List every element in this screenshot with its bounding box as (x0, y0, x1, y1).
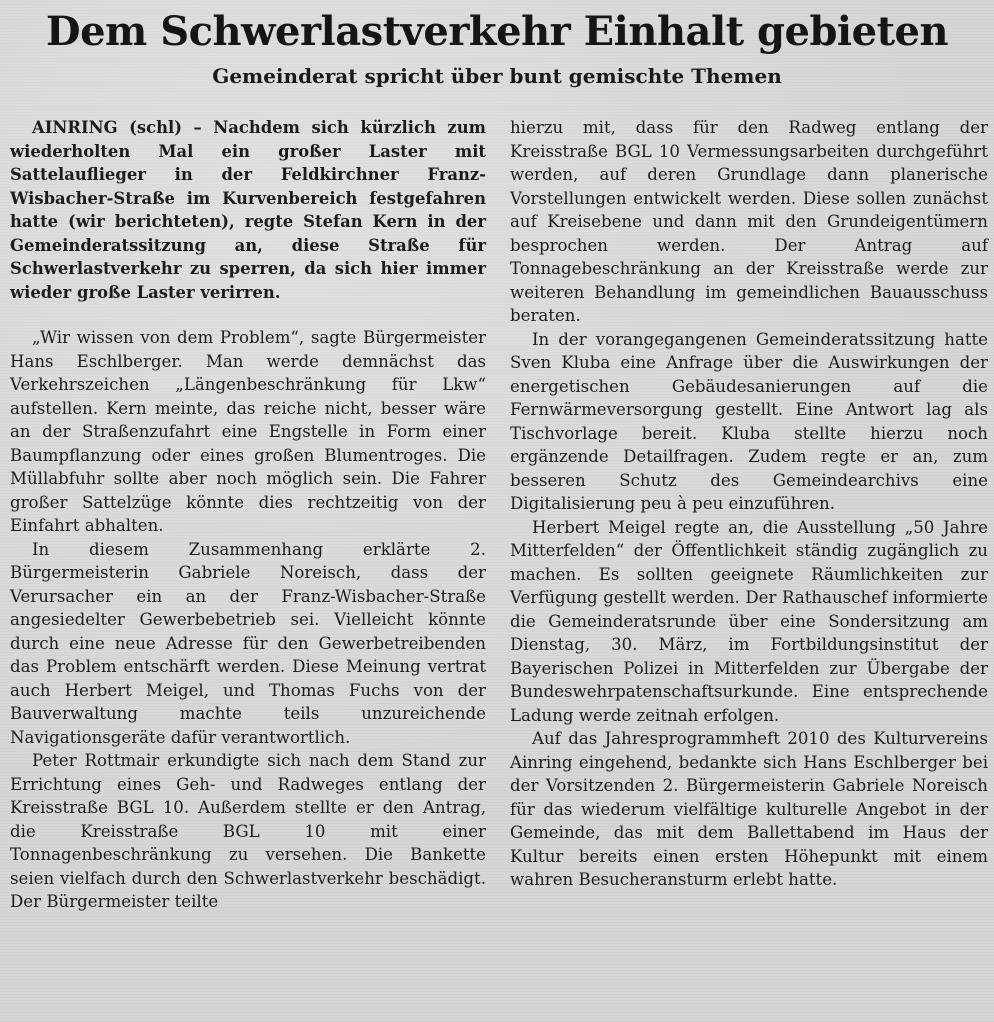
column-right (510, 116, 988, 892)
body-paragraph: Auf das Jahresprogrammheft 2010 des Kulturvereins Ainring eingehend, bedankte sich Hans Eschlberger bei der Vorsitzenden 2. Bürgermeisterin Gabriele Noreisch für das wiederum vielfältige kulturelle Angebot in der Gemeinde, das mit dem Ballettabend im Haus der Kultur bereits einen ersten Höhepunkt mit einem wahren Besucheransturm erlebt hatte. (510, 729, 988, 889)
body-paragraph: In der vorangegangenen Gemeinderatssitzung hatte Sven Kluba eine Anfrage über die Auswirkungen der energetischen Gebäudesanierungen auf die Fernwärmeversorgung gestellt. Eine Antwort lag als Tischvorlage bereit. Kluba stellte hierzu noch ergänzende Detailfragen. Zudem regte er an, zum besseren Schutz des Gemeindearchivs eine Digitalisierung peu à peu einzuführen. (510, 329, 988, 513)
headline: Dem Schwerlastverkehr Einhalt gebieten (45, 8, 949, 55)
body-paragraph: „Wir wissen von dem Problem“, sagte Bürgermeister Hans Eschlberger. Man werde demnächst das Verkehrszeichen „Längenbeschränkung für Lkw“ aufstellen. Kern meinte, das reiche nicht, besser wäre an der Straßenzufahrt eine Engstelle in Form einer Baumpflanzung oder eines großen Blumentroges. Die Müllabfuhr sollte aber noch möglich sein. Die Fahrer großer Sattelzüge könnte dies rechtzeitig von der Einfahrt abhalten. (10, 328, 486, 535)
body-paragraph: Peter Rottmair erkundigte sich nach dem Stand zur Errichtung eines Geh- und Radweges entlang der Kreisstraße BGL 10. Außerdem stellte er den Antrag, die Kreisstraße BGL 10 mit einer Tonnagenbeschränkung zu versehen. Die Bankette seien vielfach durch den Schwerlastverkehr beschädigt. Der Bürgermeister teilte (10, 751, 486, 911)
body-paragraph: Herbert Meigel regte an, die Ausstellung „50 Jahre Mitterfelden“ der Öffentlichkeit ständig zugänglich zu machen. Es sollten geeignete Räumlichkeiten zur Verfügung gestellt werden. Der Rathauschef informierte die Gemeinderatsrunde über eine Sondersitzung am Dienstag, 30. März, im Fortbildungsinstitut der Bayerischen Polizei in Mitterfelden zur Übergabe der Bundeswehrpatenschaftsurkunde. Eine entsprechende Ladung werde zeitnah erfolgen. (510, 517, 988, 725)
column-left (10, 116, 486, 914)
body-paragraph-continued: hierzu mit, dass für den Radweg entlang der Kreisstraße BGL 10 Vermessungsarbeiten durchgeführt werden, auf deren Grundlage dann planerische Vorstellungen entwickelt werden. Diese sollen zunächst auf Kreisebene und dann mit den Grundeigentümern besprochen werden. Der Antrag auf Tonnagebeschränkung an der Kreisstraße werde zur weiteren Behandlung im gemeindlichen Bauausschuss beraten. (510, 118, 988, 325)
lead-paragraph: AINRING (schl) – Nachdem sich kürzlich zum wiederholten Mal ein großer Laster mit Sattelauflieger in der Feldkirchner Franz-Wisbacher-Straße im Kurvenbereich festgefahren hatte (wir berichteten), regte Stefan Kern in der Gemeinderatssitzung an, diese Straße für Schwerlastverkehr zu sperren, da sich hier immer wieder große Laster verirren. (10, 118, 486, 302)
body-paragraph: In diesem Zusammenhang erklärte 2. Bürgermeisterin Gabriele Noreisch, dass der Verursacher ein an der Franz-Wisbacher-Straße angesiedelter Gewerbebetrieb sei. Vielleicht könnte durch eine neue Adresse für den Gewerbetreibenden das Problem entschärft werden. Diese Meinung vertrat auch Herbert Meigel, und Thomas Fuchs von der Bauverwaltung machte teils unzureichende Navigationsgeräte dafür verantwortlich. (10, 539, 486, 747)
subheadline: Gemeinderat spricht über bunt gemischte Themen (212, 64, 782, 88)
